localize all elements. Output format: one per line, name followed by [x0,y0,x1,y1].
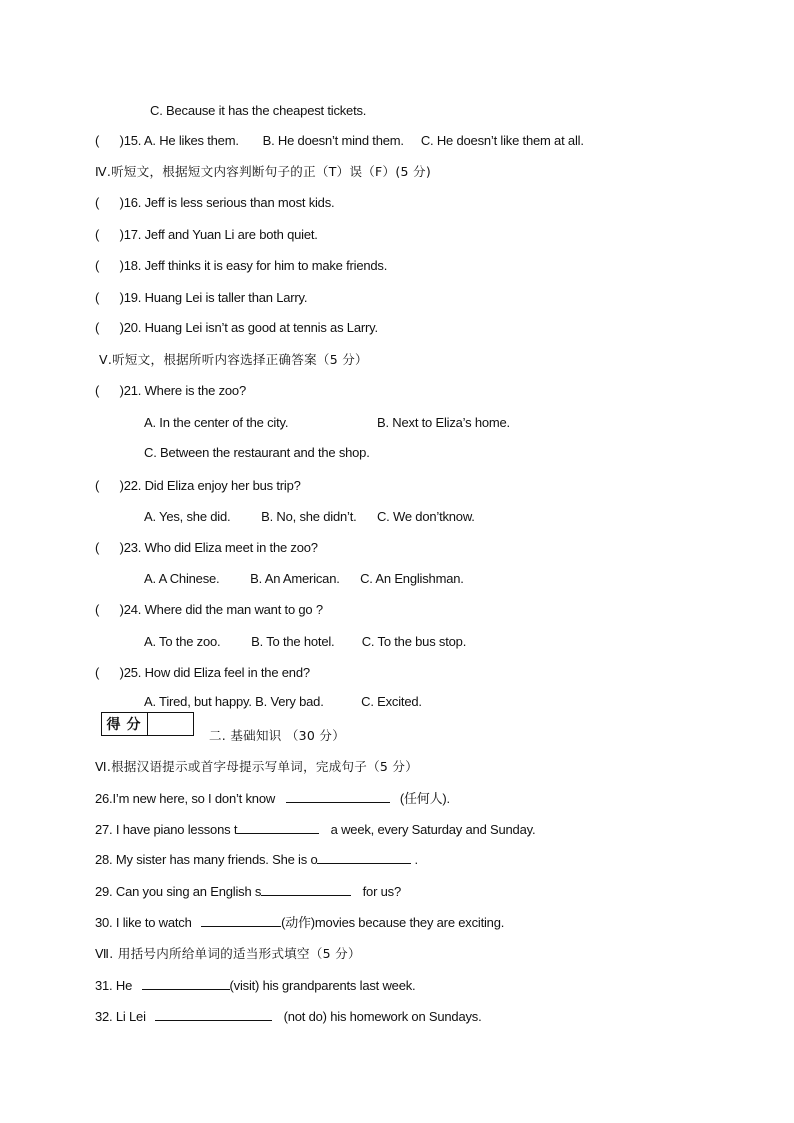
q22: ( )22. Did Eliza enjoy her bus trip? [95,478,301,493]
section-5-heading: Ⅴ.听短文，根据所听内容选择正确答案（5 分） [99,352,368,367]
q32-text: 32. Li Lei [95,1009,146,1024]
q32-blank[interactable] [155,1008,272,1021]
q26-blank[interactable] [286,790,390,803]
q29-rest: for us? [362,884,401,899]
q19: ( )19. Huang Lei is taller than Larry. [95,290,308,305]
q30-blank[interactable] [201,914,281,927]
q18: ( )18. Jeff thinks it is easy for him to make friends. [95,258,388,273]
q25-options: A. Tired, but happy. B. Very bad. C. Excited. [144,694,422,709]
section-4-heading: Ⅳ.听短文，根据短文内容判断句子的正（T）误（F）(5 分) [95,164,432,179]
q29-blank[interactable] [261,883,351,896]
q17: ( )17. Jeff and Yuan Li are both quiet. [95,227,318,242]
section-7-heading: Ⅶ. 用括号内所给单词的适当形式填空（5 分） [95,946,361,961]
q27-rest: a week, every Saturday and Sunday. [330,822,536,837]
q31-blank[interactable] [142,977,230,990]
part-2-heading: 二. 基础知识 （30 分） [209,728,345,743]
q30-rest: (动作)movies because they are exciting. [281,915,505,930]
q30-text: 30. I like to watch [95,915,192,930]
q26 [95,790,450,807]
q23-options: A. A Chinese. B. An American. C. An Englishman. [144,571,464,586]
q24-options: A. To the zoo. B. To the hotel. C. To the bus stop. [144,634,467,649]
q21-option-b: B. Next to Eliza’s home. [377,415,510,430]
q15: ( )15. A. He likes them. B. He doesn’t mind them. C. He doesn’t like them at all. [95,133,584,148]
q26-text: 26.I’m new here, so I don’t know [95,791,276,806]
q29-text: 29. Can you sing an English s [95,884,262,899]
q22-options: A. Yes, she did. B. No, she didn’t. C. We don’tknow. [144,509,475,524]
q26-hint: (任何人). [399,791,450,806]
q21-option-c: C. Between the restaurant and the shop. [144,445,370,460]
q32-rest: (not do) his homework on Sundays. [283,1009,482,1024]
q31-text: 31. He [95,978,133,993]
q16: ( )16. Jeff is less serious than most kids. [95,195,335,210]
score-box [101,712,194,736]
q28-end: . [414,852,418,867]
q20: ( )20. Huang Lei isn’t as good at tennis as Larry. [95,320,378,335]
q32 [95,1008,482,1025]
q28 [95,851,418,868]
q14-option-c: C. Because it has the cheapest tickets. [150,103,367,118]
q31 [95,977,415,994]
q24: ( )24. Where did the man want to go ? [95,602,323,617]
q29 [95,883,401,900]
section-6-heading: Ⅵ.根据汉语提示或首字母提示写单词，完成句子（5 分） [95,759,419,774]
q31-rest: (visit) his grandparents last week. [229,978,416,993]
q27 [95,821,535,838]
score-label: 得分 [102,713,148,735]
score-value-cell [148,713,193,735]
q21-option-a: A. In the center of the city. [144,415,289,430]
q25: ( )25. How did Eliza feel in the end? [95,665,310,680]
q27-text: 27. I have piano lessons t [95,822,238,837]
q21: ( )21. Where is the zoo? [95,383,246,398]
q28-text: 28. My sister has many friends. She is o [95,852,318,867]
q23: ( )23. Who did Eliza meet in the zoo? [95,540,318,555]
q27-blank[interactable] [237,821,319,834]
q28-blank[interactable] [317,851,411,864]
q30 [95,914,504,931]
